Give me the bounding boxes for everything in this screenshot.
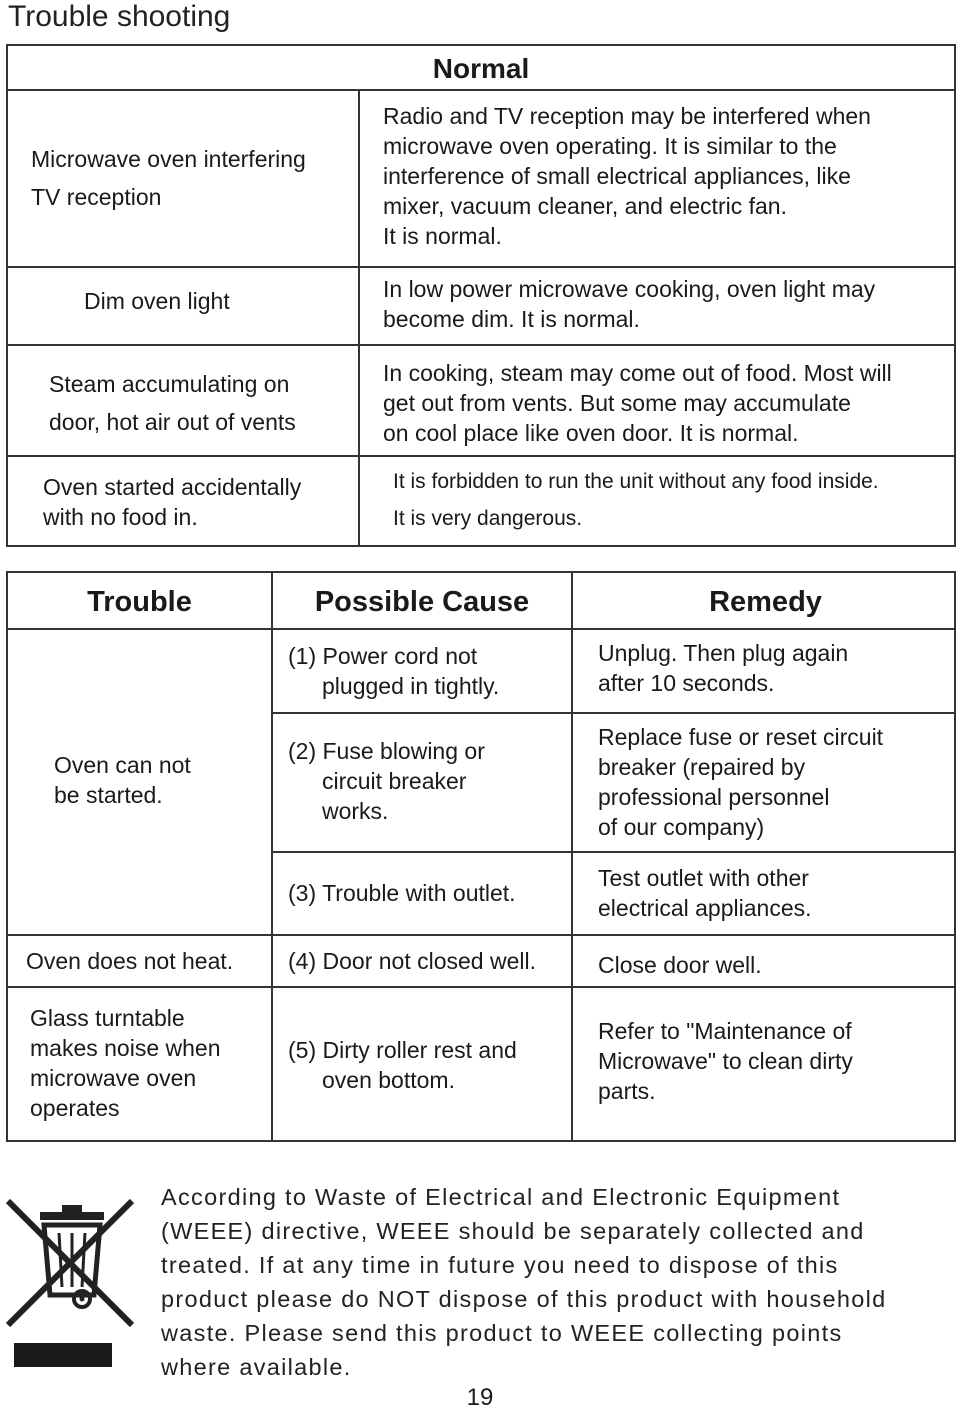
remedy-1: Unplug. Then plug again after 10 seconds.	[598, 640, 849, 696]
normal-header: Normal	[8, 46, 954, 91]
normal-explanation-3: In cooking, steam may come out of food. Most will get out from vents. But some may accumulate on cool place like oven door. It is normal.	[383, 360, 892, 446]
remedy-4: Close door well.	[598, 952, 762, 978]
cause-2: (2) Fuse blowing or circuit breaker works.	[288, 738, 485, 824]
normal-symptom-1: Microwave oven interfering TV reception	[31, 146, 306, 210]
remedy-2: Replace fuse or reset circuit breaker (repaired by professional personnel of our company)	[598, 724, 884, 840]
normal-symptom-2: Dim oven light	[84, 288, 230, 314]
page-title: Trouble shooting	[8, 0, 231, 33]
cause-5: (5) Dirty roller rest and oven bottom.	[288, 1037, 517, 1093]
cause-1: (1) Power cord not plugged in tightly.	[288, 643, 500, 699]
trouble-table	[6, 571, 956, 1142]
remedy-3: Test outlet with other electrical appliances.	[598, 865, 812, 921]
normal-explanation-1: Radio and TV reception may be interfered when microwave oven operating. It is similar to the interference of small electrical appliances, like mixer, vacuum cleaner, and electric fan. It is normal.	[383, 103, 871, 249]
trouble-2: Oven does not heat.	[26, 948, 234, 974]
cause-3: (3) Trouble with outlet.	[288, 880, 516, 906]
header-trouble: Trouble	[87, 586, 192, 618]
header-possible-cause: Possible Cause	[314, 586, 530, 618]
page-number: 19	[466, 1384, 494, 1411]
header-remedy: Remedy	[709, 586, 822, 618]
normal-symptom-3: Steam accumulating on door, hot air out of vents	[49, 371, 296, 435]
normal-symptom-4: Oven started accidentally with no food in.	[43, 474, 302, 530]
normal-table	[6, 44, 956, 547]
normal-explanation-2: In low power microwave cooking, oven light may become dim. It is normal.	[383, 276, 876, 332]
crossed-out-wheelie-bin-icon	[4, 1195, 154, 1375]
weee-notice: According to Waste of Electrical and Electronic Equipment (WEEE) directive, WEEE should be separately collected and treated. If at any time in future you need to dispose of this product please do NOT dispose of this product with household waste. Please send this product to WEEE collecting points where available.	[161, 1184, 887, 1380]
normal-explanation-4: It is forbidden to run the unit without any food inside. It is very dangerous.	[393, 470, 879, 530]
cause-4: (4) Door not closed well.	[288, 948, 536, 974]
trouble-3: Glass turntable makes noise when microwave oven operates	[30, 1005, 221, 1121]
trouble-1: Oven can not be started.	[54, 752, 191, 808]
remedy-5: Refer to "Maintenance of Microwave" to clean dirty parts.	[598, 1018, 853, 1104]
